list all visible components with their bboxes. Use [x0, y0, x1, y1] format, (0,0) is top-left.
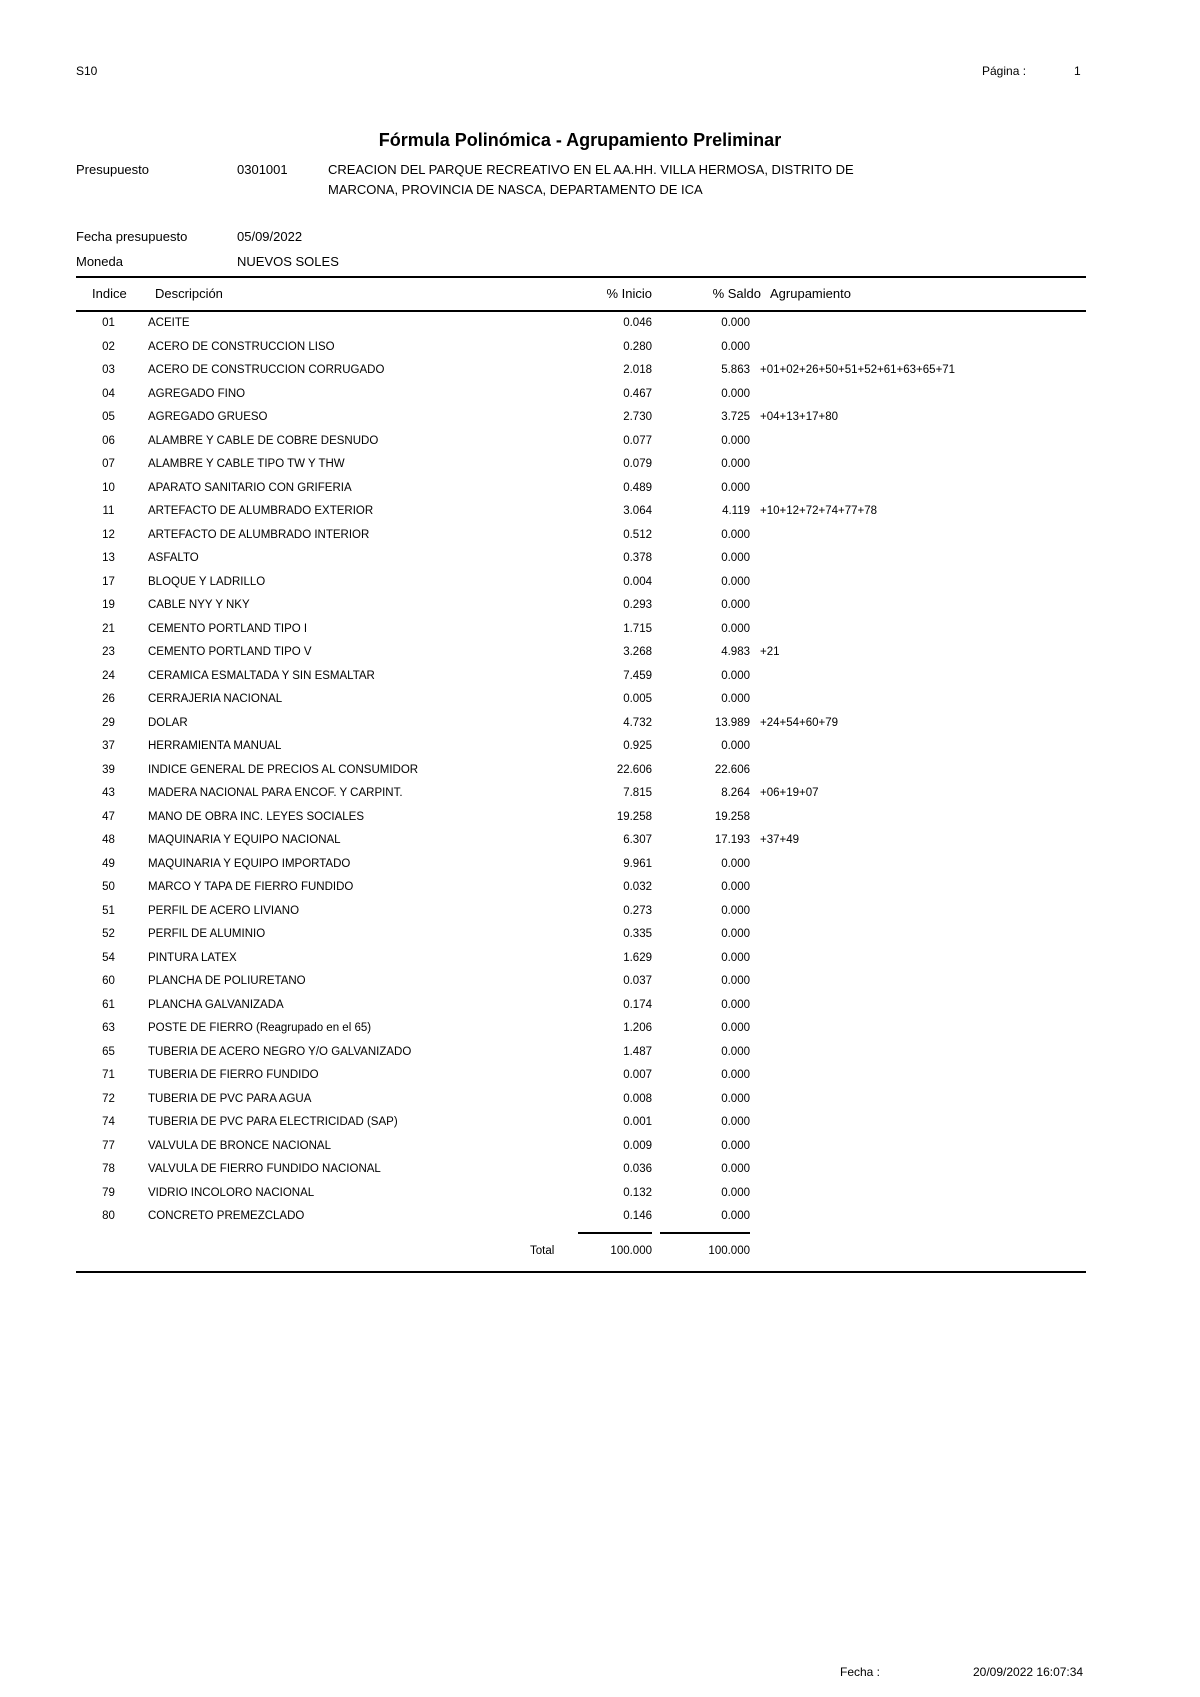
cell-inicio: 7.815	[623, 787, 652, 799]
cell-descripcion: MARCO Y TAPA DE FIERRO FUNDIDO	[148, 881, 354, 893]
cell-descripcion: PERFIL DE ACERO LIVIANO	[148, 904, 300, 917]
cell-saldo: 0.000	[721, 669, 750, 682]
cell-descripcion: ALAMBRE Y CABLE DE COBRE DESNUDO	[148, 434, 379, 447]
currency-label: Moneda	[76, 254, 123, 269]
cell-agrupamiento: +21	[760, 646, 780, 658]
cell-agrupamiento: +04+13+17+80	[760, 411, 839, 423]
table-top-rule	[76, 276, 1086, 278]
system-label: S10	[76, 64, 98, 78]
cell-descripcion: TUBERIA DE ACERO NEGRO Y/O GALVANIZADO	[148, 1045, 412, 1058]
cell-inicio: 0.001	[623, 1116, 652, 1128]
cell-saldo: 0.000	[721, 904, 750, 917]
cell-inicio: 0.037	[623, 975, 652, 987]
table-row	[0, 1112, 1200, 1136]
cell-descripcion: ASFALTO	[148, 552, 199, 564]
table-row	[0, 548, 1200, 572]
cell-descripcion: ACERO DE CONSTRUCCION LISO	[148, 340, 335, 353]
table-row	[0, 619, 1200, 643]
cell-inicio: 9.961	[623, 857, 652, 870]
cell-indice: 72	[102, 1092, 115, 1105]
cell-saldo: 0.000	[721, 975, 750, 987]
cell-indice: 80	[102, 1210, 115, 1222]
cell-saldo: 0.000	[721, 622, 750, 635]
cell-indice: 77	[102, 1139, 115, 1152]
budget-name-line1: CREACION DEL PARQUE RECREATIVO EN EL AA.HH. VILLA HERMOSA, DISTRITO DE	[328, 162, 854, 177]
cell-indice: 26	[102, 693, 115, 705]
table-row	[0, 407, 1200, 431]
cell-indice: 04	[102, 387, 115, 400]
cell-indice: 79	[102, 1186, 115, 1199]
cell-descripcion: PINTURA LATEX	[148, 951, 237, 964]
cell-saldo: 4.983	[721, 646, 750, 658]
table-row	[0, 1089, 1200, 1113]
cell-descripcion: ACEITE	[148, 317, 190, 329]
cell-saldo: 0.000	[721, 1092, 750, 1105]
table-body	[0, 313, 1200, 1230]
table-row	[0, 948, 1200, 972]
cell-inicio: 0.036	[623, 1163, 652, 1175]
cell-inicio: 6.307	[623, 834, 652, 846]
table-row	[0, 1206, 1200, 1230]
cell-inicio: 0.378	[623, 552, 652, 564]
page-number: 1	[1074, 64, 1081, 78]
table-row	[0, 783, 1200, 807]
budget-code: 0301001	[237, 162, 288, 177]
total-saldo: 100.000	[708, 1245, 750, 1257]
cell-inicio: 3.064	[623, 505, 652, 517]
cell-indice: 52	[102, 928, 115, 940]
table-row	[0, 313, 1200, 337]
cell-descripcion: TUBERIA DE FIERRO FUNDIDO	[148, 1069, 319, 1081]
cell-indice: 01	[102, 317, 115, 329]
cell-indice: 07	[102, 458, 115, 470]
cell-inicio: 0.925	[623, 740, 652, 752]
cell-indice: 12	[102, 528, 115, 541]
cell-inicio: 3.268	[623, 646, 652, 658]
cell-indice: 37	[102, 740, 115, 752]
cell-inicio: 0.512	[623, 528, 652, 541]
col-header-inicio: % Inicio	[606, 286, 652, 301]
cell-descripcion: CONCRETO PREMEZCLADO	[148, 1210, 305, 1222]
cell-descripcion: CERRAJERIA NACIONAL	[148, 693, 283, 705]
cell-agrupamiento: +37+49	[760, 834, 800, 846]
cell-indice: 43	[102, 787, 115, 799]
cell-indice: 74	[102, 1116, 115, 1128]
cell-inicio: 0.335	[623, 928, 652, 940]
table-row	[0, 337, 1200, 361]
cell-indice: 78	[102, 1163, 115, 1175]
cell-descripcion: DOLAR	[148, 716, 188, 729]
table-row	[0, 454, 1200, 478]
table-row	[0, 384, 1200, 408]
cell-descripcion: MANO DE OBRA INC. LEYES SOCIALES	[148, 810, 365, 823]
cell-saldo: 0.000	[721, 1045, 750, 1058]
table-row	[0, 1136, 1200, 1160]
cell-indice: 51	[102, 904, 115, 917]
cell-descripcion: VIDRIO INCOLORO NACIONAL	[148, 1186, 315, 1199]
cell-descripcion: MAQUINARIA Y EQUIPO IMPORTADO	[148, 857, 351, 870]
cell-inicio: 0.032	[623, 881, 652, 893]
cell-descripcion: VALVULA DE FIERRO FUNDIDO NACIONAL	[148, 1163, 381, 1175]
cell-saldo: 0.000	[721, 881, 750, 893]
cell-saldo: 0.000	[721, 481, 750, 494]
cell-inicio: 1.715	[623, 622, 652, 635]
cell-saldo: 0.000	[721, 434, 750, 447]
cell-indice: 48	[102, 834, 115, 846]
cell-descripcion: TUBERIA DE PVC PARA ELECTRICIDAD (SAP)	[148, 1116, 398, 1128]
cell-saldo: 13.989	[714, 716, 750, 729]
cell-saldo: 0.000	[721, 998, 750, 1011]
cell-indice: 29	[102, 716, 115, 729]
cell-indice: 19	[102, 599, 115, 611]
cell-saldo: 0.000	[721, 951, 750, 964]
table-row	[0, 572, 1200, 596]
cell-saldo: 0.000	[721, 340, 750, 353]
cell-inicio: 0.467	[623, 387, 652, 400]
total-inicio-underline	[578, 1232, 652, 1234]
cell-indice: 17	[102, 575, 115, 588]
cell-indice: 24	[102, 669, 115, 682]
col-header-saldo: % Saldo	[712, 286, 761, 301]
cell-saldo: 0.000	[721, 599, 750, 611]
table-row	[0, 713, 1200, 737]
cell-agrupamiento: +10+12+72+74+77+78	[760, 505, 878, 517]
cell-inicio: 0.007	[623, 1069, 652, 1081]
cell-descripcion: ARTEFACTO DE ALUMBRADO INTERIOR	[148, 528, 370, 541]
cell-saldo: 0.000	[721, 1186, 750, 1199]
cell-saldo: 17.193	[714, 834, 750, 846]
cell-descripcion: VALVULA DE BRONCE NACIONAL	[148, 1139, 331, 1152]
budget-name-line2: MARCONA, PROVINCIA DE NASCA, DEPARTAMENTO DE ICA	[328, 182, 703, 197]
total-saldo-underline	[660, 1232, 750, 1234]
cell-inicio: 1.629	[623, 951, 652, 964]
cell-descripcion: HERRAMIENTA MANUAL	[148, 740, 282, 752]
cell-saldo: 0.000	[721, 552, 750, 564]
cell-saldo: 0.000	[721, 1116, 750, 1128]
cell-descripcion: PERFIL DE ALUMINIO	[148, 928, 266, 940]
table-row	[0, 877, 1200, 901]
table-row	[0, 971, 1200, 995]
cell-saldo: 3.725	[721, 411, 750, 423]
cell-inicio: 7.459	[623, 669, 652, 682]
cell-indice: 60	[102, 975, 115, 987]
table-row	[0, 595, 1200, 619]
table-row	[0, 525, 1200, 549]
table-row	[0, 1042, 1200, 1066]
cell-agrupamiento: +24+54+60+79	[760, 716, 839, 729]
cell-inicio: 0.009	[623, 1139, 652, 1152]
cell-saldo: 0.000	[721, 1163, 750, 1175]
table-row	[0, 924, 1200, 948]
budget-date-label: Fecha presupuesto	[76, 229, 188, 244]
total-label: Total	[530, 1245, 555, 1257]
cell-indice: 47	[102, 810, 115, 823]
cell-indice: 71	[102, 1069, 115, 1081]
table-row	[0, 901, 1200, 925]
cell-agrupamiento: +06+19+07	[760, 787, 819, 799]
cell-indice: 39	[102, 763, 115, 776]
currency-value: NUEVOS SOLES	[237, 254, 339, 269]
footer-datetime: 20/09/2022 16:07:34	[973, 1665, 1084, 1679]
cell-saldo: 19.258	[714, 810, 750, 823]
cell-descripcion: TUBERIA DE PVC PARA AGUA	[148, 1092, 312, 1105]
cell-saldo: 0.000	[721, 740, 750, 752]
cell-saldo: 0.000	[721, 1210, 750, 1222]
footer-date-label: Fecha :	[840, 1665, 881, 1679]
cell-indice: 63	[102, 1022, 115, 1034]
cell-descripcion: AGREGADO FINO	[148, 387, 246, 400]
cell-saldo: 0.000	[721, 317, 750, 329]
cell-saldo: 0.000	[721, 1022, 750, 1034]
cell-inicio: 0.489	[623, 481, 652, 494]
col-header-descripcion: Descripción	[155, 286, 223, 301]
cell-saldo: 0.000	[721, 928, 750, 940]
table-row	[0, 689, 1200, 713]
table-row	[0, 360, 1200, 384]
cell-inicio: 4.732	[623, 716, 652, 729]
cell-indice: 50	[102, 881, 115, 893]
cell-indice: 03	[102, 364, 115, 376]
cell-indice: 05	[102, 411, 115, 423]
cell-descripcion: CEMENTO PORTLAND TIPO V	[148, 646, 312, 658]
cell-inicio: 0.132	[623, 1186, 652, 1199]
cell-inicio: 1.206	[623, 1022, 652, 1034]
col-header-agrupamiento: Agrupamiento	[770, 286, 851, 301]
table-header-rule	[76, 310, 1086, 312]
cell-indice: 54	[102, 951, 115, 964]
cell-agrupamiento: +01+02+26+50+51+52+61+63+65+71	[760, 364, 956, 376]
table-row	[0, 995, 1200, 1019]
total-inicio: 100.000	[610, 1245, 652, 1257]
cell-indice: 13	[102, 552, 115, 564]
page-label: Página :	[982, 64, 1027, 78]
budget-label: Presupuesto	[76, 162, 149, 177]
cell-indice: 11	[102, 505, 115, 517]
table-row	[0, 807, 1200, 831]
table-row	[0, 642, 1200, 666]
cell-descripcion: POSTE DE FIERRO (Reagrupado en el 65)	[148, 1022, 372, 1034]
table-bottom-rule	[76, 1271, 1086, 1273]
cell-inicio: 0.174	[623, 998, 652, 1011]
cell-descripcion: APARATO SANITARIO CON GRIFERIA	[148, 481, 352, 494]
table-row	[0, 666, 1200, 690]
cell-indice: 49	[102, 857, 115, 870]
cell-saldo: 0.000	[721, 857, 750, 870]
cell-saldo: 8.264	[721, 787, 750, 799]
table-row	[0, 1065, 1200, 1089]
cell-indice: 23	[102, 646, 115, 658]
cell-saldo: 0.000	[721, 528, 750, 541]
cell-inicio: 2.018	[623, 364, 652, 376]
cell-saldo: 0.000	[721, 387, 750, 400]
cell-indice: 61	[102, 998, 115, 1011]
cell-descripcion: AGREGADO GRUESO	[148, 411, 268, 423]
table-row	[0, 1159, 1200, 1183]
table-row	[0, 854, 1200, 878]
cell-inicio: 0.004	[623, 575, 652, 588]
cell-descripcion: ARTEFACTO DE ALUMBRADO EXTERIOR	[148, 505, 374, 517]
cell-inicio: 0.293	[623, 599, 652, 611]
cell-descripcion: PLANCHA GALVANIZADA	[148, 998, 284, 1011]
cell-descripcion: MADERA NACIONAL PARA ENCOF. Y CARPINT.	[148, 787, 403, 799]
cell-descripcion: MAQUINARIA Y EQUIPO NACIONAL	[148, 834, 341, 846]
table-row	[0, 1018, 1200, 1042]
cell-indice: 06	[102, 434, 115, 447]
cell-descripcion: CABLE NYY Y NKY	[148, 599, 250, 611]
table-row	[0, 1183, 1200, 1207]
cell-inicio: 0.077	[623, 434, 652, 447]
table-row	[0, 760, 1200, 784]
col-header-indice: Indice	[92, 286, 127, 301]
cell-descripcion: PLANCHA DE POLIURETANO	[148, 975, 306, 987]
cell-saldo: 0.000	[721, 1139, 750, 1152]
cell-descripcion: BLOQUE Y LADRILLO	[148, 575, 266, 588]
cell-indice: 21	[102, 622, 115, 635]
cell-inicio: 0.046	[623, 317, 652, 329]
cell-inicio: 0.005	[623, 693, 652, 705]
cell-indice: 10	[102, 481, 115, 494]
cell-saldo: 0.000	[721, 458, 750, 470]
cell-descripcion: CEMENTO PORTLAND TIPO I	[148, 622, 308, 635]
cell-descripcion: INDICE GENERAL DE PRECIOS AL CONSUMIDOR	[148, 763, 419, 776]
cell-saldo: 0.000	[721, 575, 750, 588]
cell-saldo: 4.119	[722, 505, 750, 517]
table-row	[0, 501, 1200, 525]
cell-inicio: 0.280	[623, 340, 652, 353]
cell-saldo: 22.606	[714, 763, 750, 776]
table-row	[0, 736, 1200, 760]
cell-inicio: 0.079	[623, 458, 652, 470]
cell-inicio: 0.146	[623, 1210, 652, 1222]
cell-inicio: 0.008	[623, 1092, 652, 1105]
table-row	[0, 431, 1200, 455]
table-row	[0, 478, 1200, 502]
cell-saldo: 5.863	[721, 364, 750, 376]
cell-saldo: 0.000	[721, 693, 750, 705]
table-row	[0, 830, 1200, 854]
budget-date: 05/09/2022	[237, 229, 303, 244]
cell-inicio: 2.730	[623, 411, 652, 423]
cell-indice: 65	[102, 1045, 115, 1058]
cell-descripcion: CERAMICA ESMALTADA Y SIN ESMALTAR	[148, 669, 375, 682]
cell-descripcion: ACERO DE CONSTRUCCION CORRUGADO	[148, 364, 385, 376]
cell-saldo: 0.000	[721, 1069, 750, 1081]
cell-inicio: 0.273	[623, 904, 652, 917]
cell-descripcion: ALAMBRE Y CABLE TIPO TW Y THW	[148, 458, 345, 470]
cell-inicio: 19.258	[616, 810, 652, 823]
cell-indice: 02	[102, 340, 115, 353]
cell-inicio: 22.606	[616, 763, 652, 776]
report-title: Fórmula Polinómica - Agrupamiento Preliminar	[378, 130, 782, 150]
cell-inicio: 1.487	[623, 1045, 652, 1058]
